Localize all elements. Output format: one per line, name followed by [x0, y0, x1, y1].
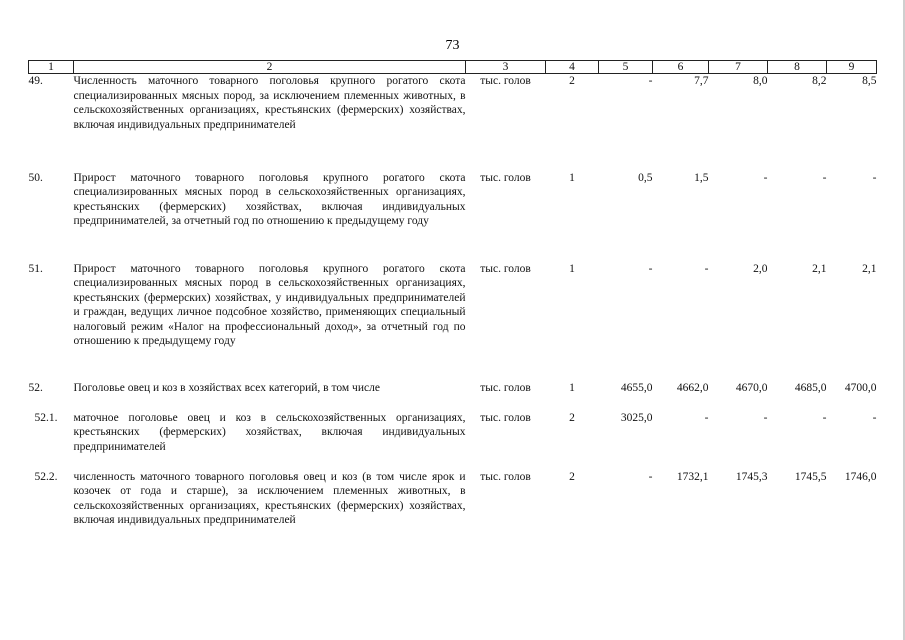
row-col8-value: 1745,5 [794, 470, 827, 483]
table-row [29, 470, 877, 550]
row-col4-value: 2 [569, 470, 575, 483]
column-header: 2 [74, 61, 466, 74]
row-col9-value: - [872, 411, 877, 424]
table-row [29, 262, 877, 381]
column-header: 5 [599, 61, 653, 74]
row-description: маточное поголовье овец и коз в сельскохозяйственных организациях, крестьянских (фермерских) хозяйствах, включая индивидуальных предпринимателей [73, 411, 466, 453]
row-col8-value: - [822, 171, 827, 184]
row-unit: тыс. голов [480, 411, 531, 424]
row-number: 52.2. [34, 470, 58, 483]
row-col8-value: 2,1 [812, 262, 827, 275]
row-col4-value: 1 [569, 171, 575, 184]
row-number: 51. [28, 262, 43, 275]
column-header: 7 [709, 61, 768, 74]
row-col9-value: 2,1 [862, 262, 877, 275]
row-unit: тыс. голов [480, 262, 531, 275]
row-description: численность маточного товарного поголовья овец и коз (в том числе ярок и козочек от года и старше), за исключением племенных животных, в сельскохозяйственных организациях, крестьянских (фермерских) хозяйствах, включая индивидуальных предпринимателей [73, 470, 466, 526]
row-col6-value: 7,7 [694, 75, 709, 87]
row-number: 52. [28, 381, 43, 394]
row-col7-value: - [763, 411, 768, 424]
row-col7-value: 8,0 [753, 75, 768, 87]
table-row [29, 381, 877, 411]
row-col5-value: - [648, 262, 653, 275]
row-col5-value: 4655,0 [620, 381, 653, 394]
row-description: Поголовье овец и коз в хозяйствах всех категорий, в том числе [73, 381, 380, 394]
row-col9-value: 4700,0 [844, 381, 877, 394]
table-row [29, 411, 877, 470]
row-description: Численность маточного товарного поголовья крупного рогатого скота специализированных мясных пород, за исключением племенных животных, в сельскохозяйственных организациях, крестьянских (фермерских) хозяйствах, включая индивидуальных предпринимателей [73, 75, 466, 131]
row-col5-value: 3025,0 [620, 411, 653, 424]
column-header: 1 [29, 61, 74, 74]
row-col6-value: - [704, 262, 709, 275]
row-col5-value: - [648, 75, 653, 87]
row-col7-value: 4670,0 [735, 381, 768, 394]
row-col6-value: 4662,0 [676, 381, 709, 394]
row-col4-value: 1 [569, 262, 575, 275]
row-col8-value: - [822, 411, 827, 424]
row-number: 50. [28, 171, 43, 184]
row-number: 52.1. [34, 411, 58, 424]
table-row [29, 171, 877, 262]
column-header: 4 [546, 61, 599, 74]
row-col5-value: 0,5 [638, 171, 653, 184]
row-col4-value: 1 [569, 381, 575, 394]
row-col9-value: 8,5 [862, 75, 877, 87]
row-col5-value: - [648, 470, 653, 483]
row-description: Прирост маточного товарного поголовья крупного рогатого скота специализированных мясных пород в сельскохозяйственных организациях, крестьянских (фермерских) хозяйствах, у индивидуальных предпринимателей и граждан, ведущих личное подсобное хозяйство, применяющих специальный налоговый режим «Налог на профессиональный доход», за отчетный год по отношению к предыдущему году [73, 262, 466, 347]
indicators-table [28, 60, 877, 550]
row-col9-value: - [872, 171, 877, 184]
row-col8-value: 8,2 [812, 75, 827, 87]
row-unit: тыс. голов [480, 171, 531, 184]
row-unit: тыс. голов [480, 381, 531, 394]
column-header: 8 [768, 61, 827, 74]
row-number: 49. [28, 75, 43, 87]
row-col8-value: 4685,0 [794, 381, 827, 394]
column-header: 3 [466, 61, 546, 74]
column-number-header-row [29, 61, 877, 74]
row-col6-value: 1,5 [694, 171, 709, 184]
row-col4-value: 2 [569, 411, 575, 424]
table-row [29, 74, 877, 171]
page-number: 73 [445, 38, 460, 53]
row-unit: тыс. голов [480, 470, 531, 483]
row-col6-value: - [704, 411, 709, 424]
row-description: Прирост маточного товарного поголовья крупного рогатого скота специализированных мясных пород в сельскохозяйственных организациях, крестьянских (фермерских) хозяйствах, включая индивидуальных предпринимателей, за отчетный год по отношению к предыдущему году [73, 171, 466, 227]
row-col7-value: - [763, 171, 768, 184]
row-col7-value: 1745,3 [735, 470, 768, 483]
column-header: 6 [653, 61, 709, 74]
row-col7-value: 2,0 [753, 262, 768, 275]
row-col6-value: 1732,1 [676, 470, 709, 483]
row-unit: тыс. голов [480, 75, 531, 87]
column-header: 9 [827, 61, 877, 74]
row-col4-value: 2 [569, 75, 575, 87]
row-col9-value: 1746,0 [844, 470, 877, 483]
